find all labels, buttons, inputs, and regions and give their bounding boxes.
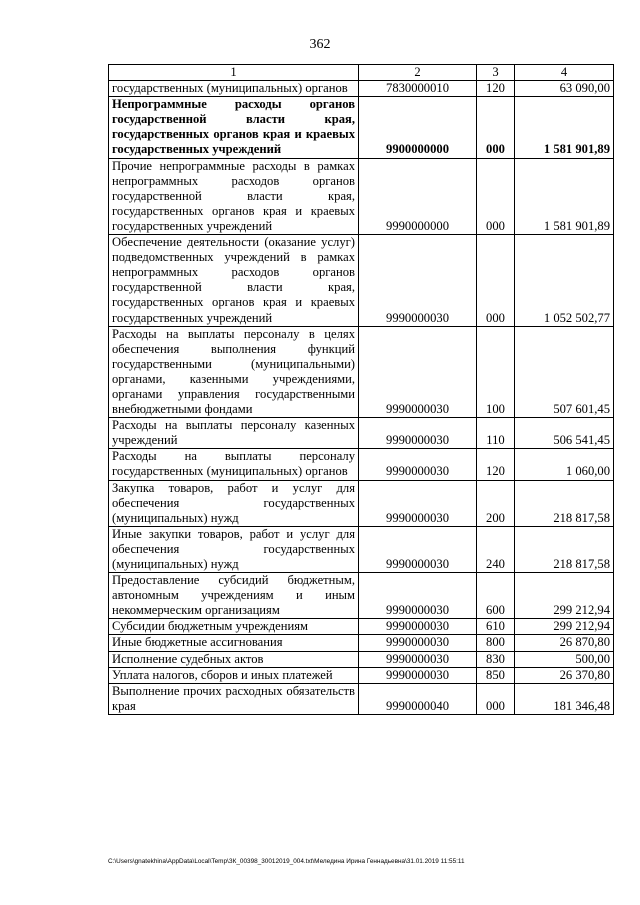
row-sum-cell: 1 052 502,77 (515, 235, 614, 327)
table-header-row (109, 65, 614, 81)
table-body (109, 65, 614, 715)
row-type-cell: 000 (477, 683, 515, 714)
table-row (109, 158, 614, 234)
table-row (109, 449, 614, 480)
row-type-cell: 850 (477, 667, 515, 683)
row-code-cell: 9990000030 (359, 480, 477, 526)
table-row (109, 619, 614, 635)
row-name-cell: Прочие непрограммные расходы в рамках непрограммных расходов органов государственной власти края, государственных органов края и краевых государственных учреждений (109, 158, 359, 234)
table-row (109, 235, 614, 327)
row-code-cell: 9990000040 (359, 683, 477, 714)
budget-table (108, 64, 614, 715)
table-row (109, 683, 614, 714)
table-row (109, 480, 614, 526)
row-name-cell: Уплата налогов, сборов и иных платежей (109, 667, 359, 683)
row-code-cell: 7830000010 (359, 81, 477, 97)
row-code-cell: 9990000030 (359, 619, 477, 635)
table-row (109, 418, 614, 449)
row-name-cell: Предоставление субсидий бюджетным, автономным учреждениям и иным некоммерческим организациям (109, 573, 359, 619)
header-col-1: 1 (109, 65, 359, 81)
row-type-cell: 610 (477, 619, 515, 635)
row-type-cell: 120 (477, 81, 515, 97)
row-code-cell: 9990000030 (359, 651, 477, 667)
table-row (109, 667, 614, 683)
row-sum-cell: 26 370,80 (515, 667, 614, 683)
row-sum-cell: 500,00 (515, 651, 614, 667)
row-code-cell: 9990000030 (359, 635, 477, 651)
row-name-cell: Непрограммные расходы органов государственной власти края, государственных органов края и краевых государственных учреждений (109, 97, 359, 158)
row-name-cell: Закупка товаров, работ и услуг для обеспечения государственных (муниципальных) нужд (109, 480, 359, 526)
row-name-cell: Иные закупки товаров, работ и услуг для обеспечения государственных (муниципальных) нужд (109, 526, 359, 572)
header-col-2: 2 (359, 65, 477, 81)
row-type-cell: 120 (477, 449, 515, 480)
row-name-cell: Расходы на выплаты персоналу казенных учреждений (109, 418, 359, 449)
row-type-cell: 200 (477, 480, 515, 526)
row-type-cell: 100 (477, 326, 515, 418)
table-row (109, 635, 614, 651)
row-sum-cell: 63 090,00 (515, 81, 614, 97)
row-code-cell: 9990000030 (359, 667, 477, 683)
table-row (109, 326, 614, 418)
row-type-cell: 000 (477, 158, 515, 234)
row-sum-cell: 1 060,00 (515, 449, 614, 480)
table-row (109, 651, 614, 667)
row-sum-cell: 299 212,94 (515, 573, 614, 619)
table-row (109, 526, 614, 572)
row-code-cell: 9990000030 (359, 235, 477, 327)
row-type-cell: 000 (477, 235, 515, 327)
row-code-cell: 9990000030 (359, 526, 477, 572)
row-name-cell: Исполнение судебных актов (109, 651, 359, 667)
row-code-cell: 9990000030 (359, 449, 477, 480)
row-type-cell: 800 (477, 635, 515, 651)
row-code-cell: 9990000030 (359, 573, 477, 619)
header-col-3: 3 (477, 65, 515, 81)
table-row (109, 81, 614, 97)
row-type-cell: 240 (477, 526, 515, 572)
row-sum-cell: 218 817,58 (515, 480, 614, 526)
row-code-cell: 9990000000 (359, 158, 477, 234)
row-sum-cell: 506 541,45 (515, 418, 614, 449)
row-code-cell: 9990000030 (359, 418, 477, 449)
row-name-cell: Иные бюджетные ассигнования (109, 635, 359, 651)
row-sum-cell: 1 581 901,89 (515, 158, 614, 234)
row-code-cell: 9900000000 (359, 97, 477, 158)
row-type-cell: 000 (477, 97, 515, 158)
row-sum-cell: 26 870,80 (515, 635, 614, 651)
row-name-cell: Расходы на выплаты персоналу государственных (муниципальных) органов (109, 449, 359, 480)
header-col-4: 4 (515, 65, 614, 81)
row-code-cell: 9990000030 (359, 326, 477, 418)
row-type-cell: 110 (477, 418, 515, 449)
table-row (109, 573, 614, 619)
row-name-cell: Выполнение прочих расходных обязательств края (109, 683, 359, 714)
row-type-cell: 600 (477, 573, 515, 619)
row-name-cell: Обеспечение деятельности (оказание услуг) подведомственных учреждений в рамках непрограммных расходов органов государственной власти края, государственных органов края и краевых государственных учреждений (109, 235, 359, 327)
row-sum-cell: 1 581 901,89 (515, 97, 614, 158)
row-type-cell: 830 (477, 651, 515, 667)
footer-file-path: C:\Users\gnatekhina\AppData\Local\Temp\ЗК_00398_30012019_004.txt\Меледина Ирина Геннадьевна\31.01.2019 11:55:11 (108, 858, 465, 865)
row-sum-cell: 507 601,45 (515, 326, 614, 418)
row-sum-cell: 299 212,94 (515, 619, 614, 635)
page-number: 362 (309, 37, 331, 52)
row-sum-cell: 181 346,48 (515, 683, 614, 714)
row-name-cell: Расходы на выплаты персоналу в целях обеспечения выполнения функций государственными (муниципальными) органами, казенными учреждениями, органами управления государственными внебюджетными фондами (109, 326, 359, 418)
row-name-cell: государственных (муниципальных) органов (109, 81, 359, 97)
row-sum-cell: 218 817,58 (515, 526, 614, 572)
row-name-cell: Субсидии бюджетным учреждениям (109, 619, 359, 635)
table-row (109, 97, 614, 158)
